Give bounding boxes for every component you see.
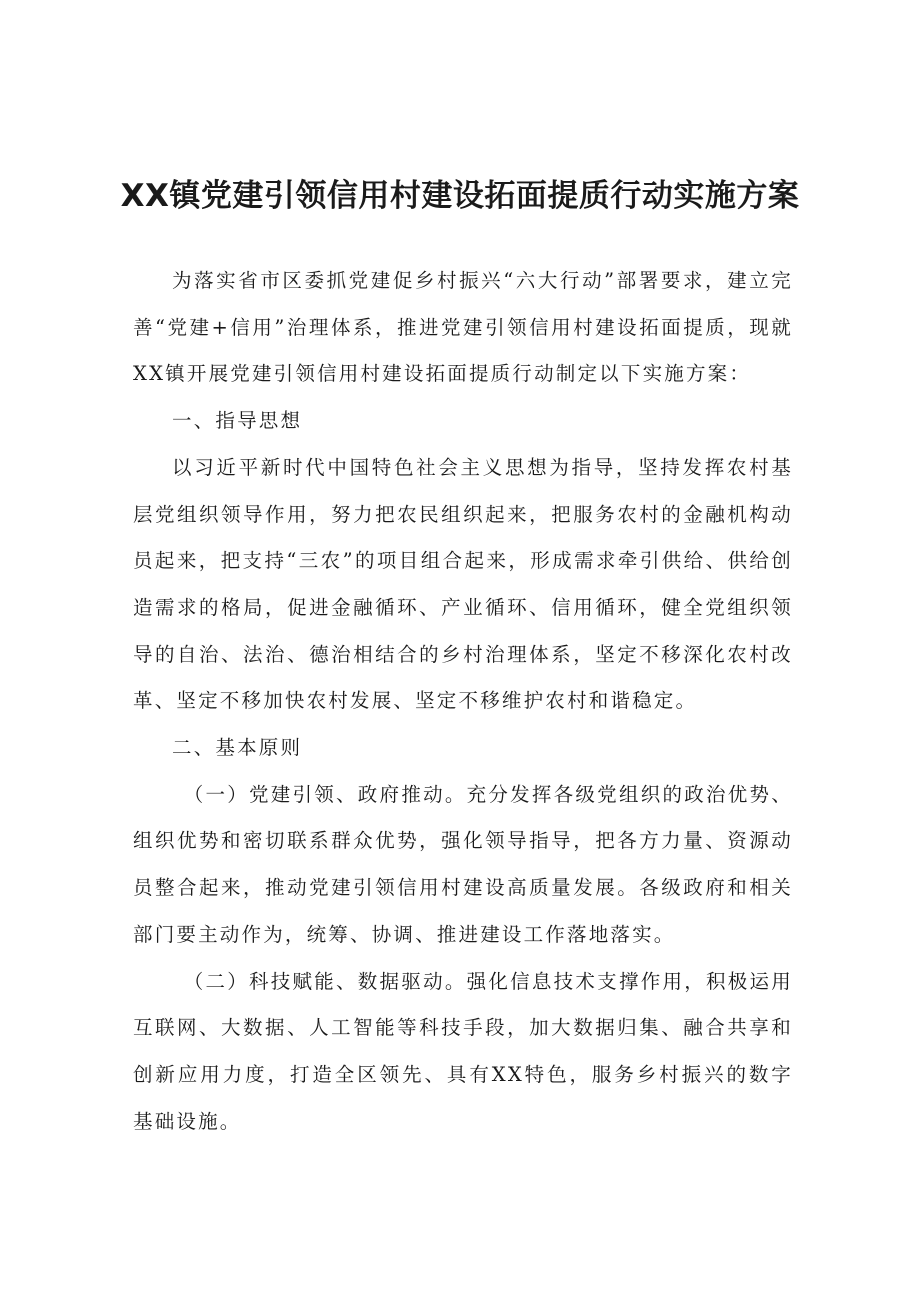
- principle-2-paragraph: （二）科技赋能、数据驱动。强化信息技术支撑作用，积极运用互联网、大数据、人工智能等科技手段，加大数据归集、融合共享和创新应用力度，打造全区领先、具有XX特色，服务乡村振兴的数字基础设施。: [133, 969, 793, 1133]
- intro-paragraph: 为落实省市区委抓党建促乡村振兴“六大行动”部署要求，建立完善“党建+信用”治理体系，推进党建引领信用村建设拓面提质，现就XX镇开展党建引领信用村建设拓面提质行动制定以下实施方案：: [133, 269, 793, 386]
- guiding-thought-paragraph: 以习近平新时代中国特色社会主义思想为指导，坚持发挥农村基层党组织领导作用，努力把农民组织起来，把服务农村的金融机构动员起来，把支持“三农”的项目组合起来，形成需求牵引供给、供给创造需求的格局，促进金融循环、产业循环、信用循环，健全党组织领导的自治、法治、德治相结合的乡村治理体系，坚定不移深化农村改革、坚定不移加快农村发展、坚定不移维护农村和谐稳定。: [133, 455, 793, 713]
- section-heading-basic-principles: 二、基本原则: [172, 736, 303, 760]
- document-body: [133, 258, 793, 1145]
- section-heading-guiding-thought: 一、指导思想: [172, 409, 303, 433]
- principle-1-paragraph: （一）党建引领、政府推动。充分发挥各级党组织的政治优势、组织优势和密切联系群众优势，强化领导指导，把各方力量、资源动员整合起来，推动党建引领信用村建设高质量发展。各级政府和相关部门要主动作为，统筹、协调、推进建设工作落地落实。: [133, 782, 793, 946]
- document-title: XX镇党建引领信用村建设拓面提质行动实施方案: [120, 178, 800, 214]
